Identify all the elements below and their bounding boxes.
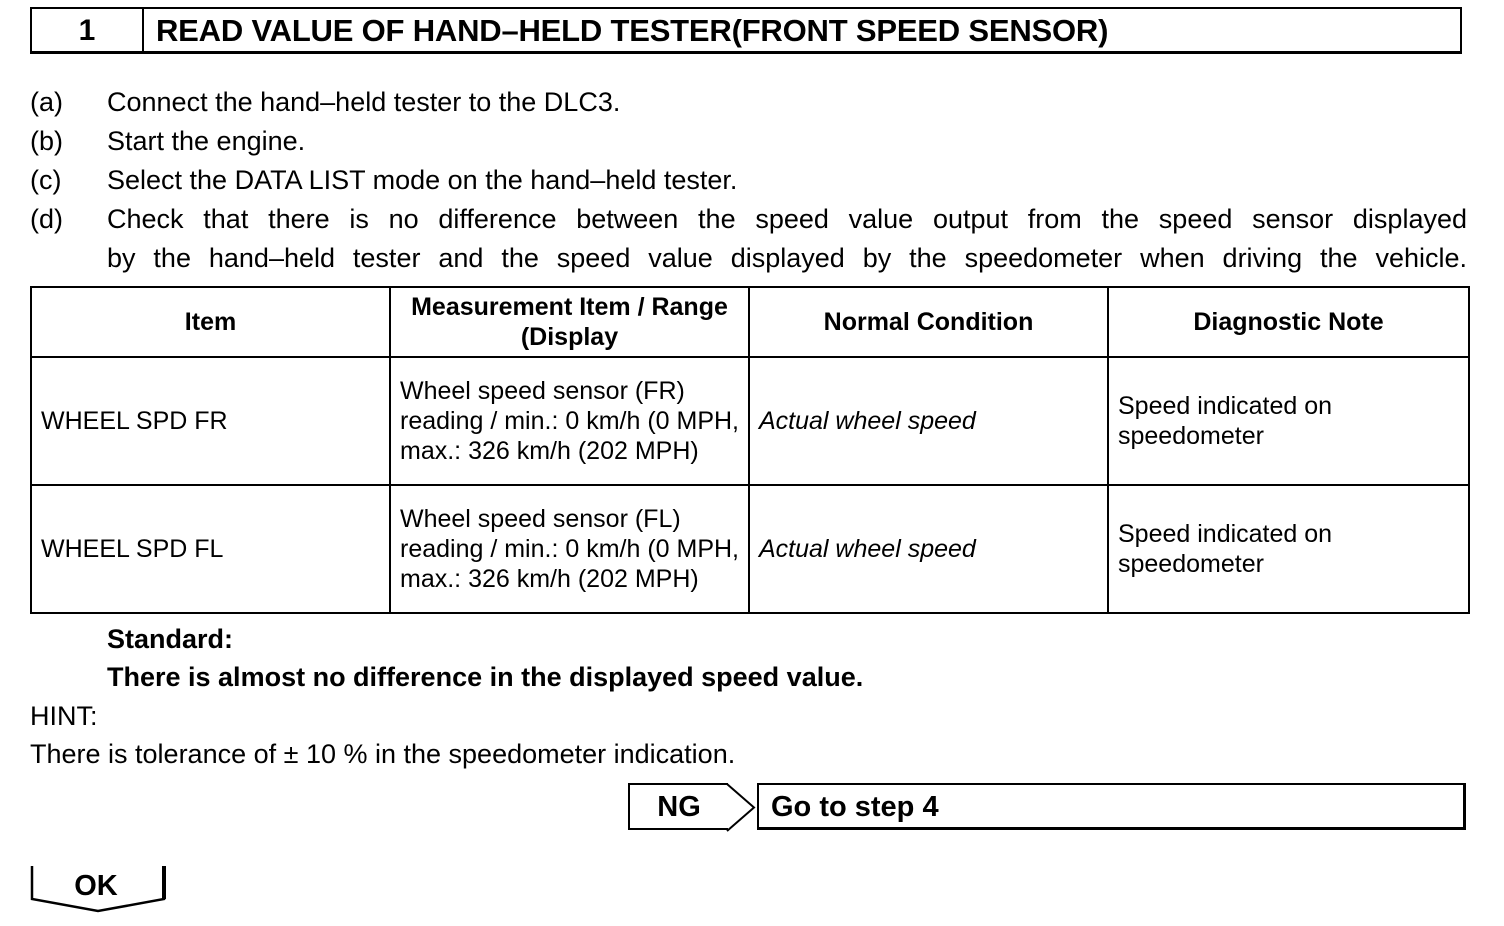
step-title: READ VALUE OF HAND–HELD TESTER(FRONT SPEED SENSOR) (156, 13, 1109, 48)
instruction-text-a: Connect the hand–held tester to the DLC3. (107, 87, 621, 117)
instruction-letter-a: (a) (30, 87, 63, 117)
arrow-right-icon (726, 783, 756, 832)
standard-text: There is almost no difference in the displayed speed value. (107, 662, 864, 692)
cell-measurement: Wheel speed sensor (FL) reading / min.: 0 km/h (0 MPH, max.: 326 km/h (202 MPH) (390, 485, 749, 613)
table-row (31, 357, 1469, 485)
data-list-table (30, 286, 1470, 614)
ng-result-label: NG (628, 783, 728, 830)
hint-text: There is tolerance of ± 10 % in the speedometer indication. (30, 739, 736, 769)
hint-label: HINT: (30, 701, 98, 731)
header-diagnostic-note: Diagnostic Note (1108, 287, 1469, 357)
instruction-letter-d: (d) (30, 204, 63, 234)
instruction-letter-b: (b) (30, 126, 63, 156)
header-measurement: Measurement Item / Range (Display (390, 287, 749, 357)
table-header-row (31, 287, 1469, 357)
cell-diagnostic-note: Speed indicated on speedometer (1108, 485, 1469, 613)
instruction-letter-c: (c) (30, 165, 62, 195)
header-item: Item (31, 287, 390, 357)
instruction-text-d-line1: Check that there is no difference between the speed value output from the speed sensor displayed (107, 204, 1467, 234)
cell-normal-condition: Actual wheel speed (749, 485, 1108, 613)
cell-measurement: Wheel speed sensor (FR) reading / min.: 0 km/h (0 MPH, max.: 326 km/h (202 MPH) (390, 357, 749, 485)
header-normal-condition: Normal Condition (749, 287, 1108, 357)
ok-result-label: OK (74, 870, 118, 902)
goto-step-link[interactable]: Go to step 4 (757, 783, 1466, 830)
step-number: 1 (32, 9, 144, 51)
cell-normal-condition: Actual wheel speed (749, 357, 1108, 485)
instruction-text-c: Select the DATA LIST mode on the hand–held tester. (107, 165, 738, 195)
standard-label: Standard: (107, 624, 234, 654)
cell-item: WHEEL SPD FR (31, 357, 390, 485)
cell-diagnostic-note: Speed indicated on speedometer (1108, 357, 1469, 485)
step-header (30, 7, 1462, 54)
cell-item: WHEEL SPD FL (31, 485, 390, 613)
table-row (31, 485, 1469, 613)
instruction-text-d-line2: by the hand–held tester and the speed value displayed by the speedometer when driving the vehicle. (107, 243, 1467, 273)
instruction-text-b: Start the engine. (107, 126, 306, 156)
